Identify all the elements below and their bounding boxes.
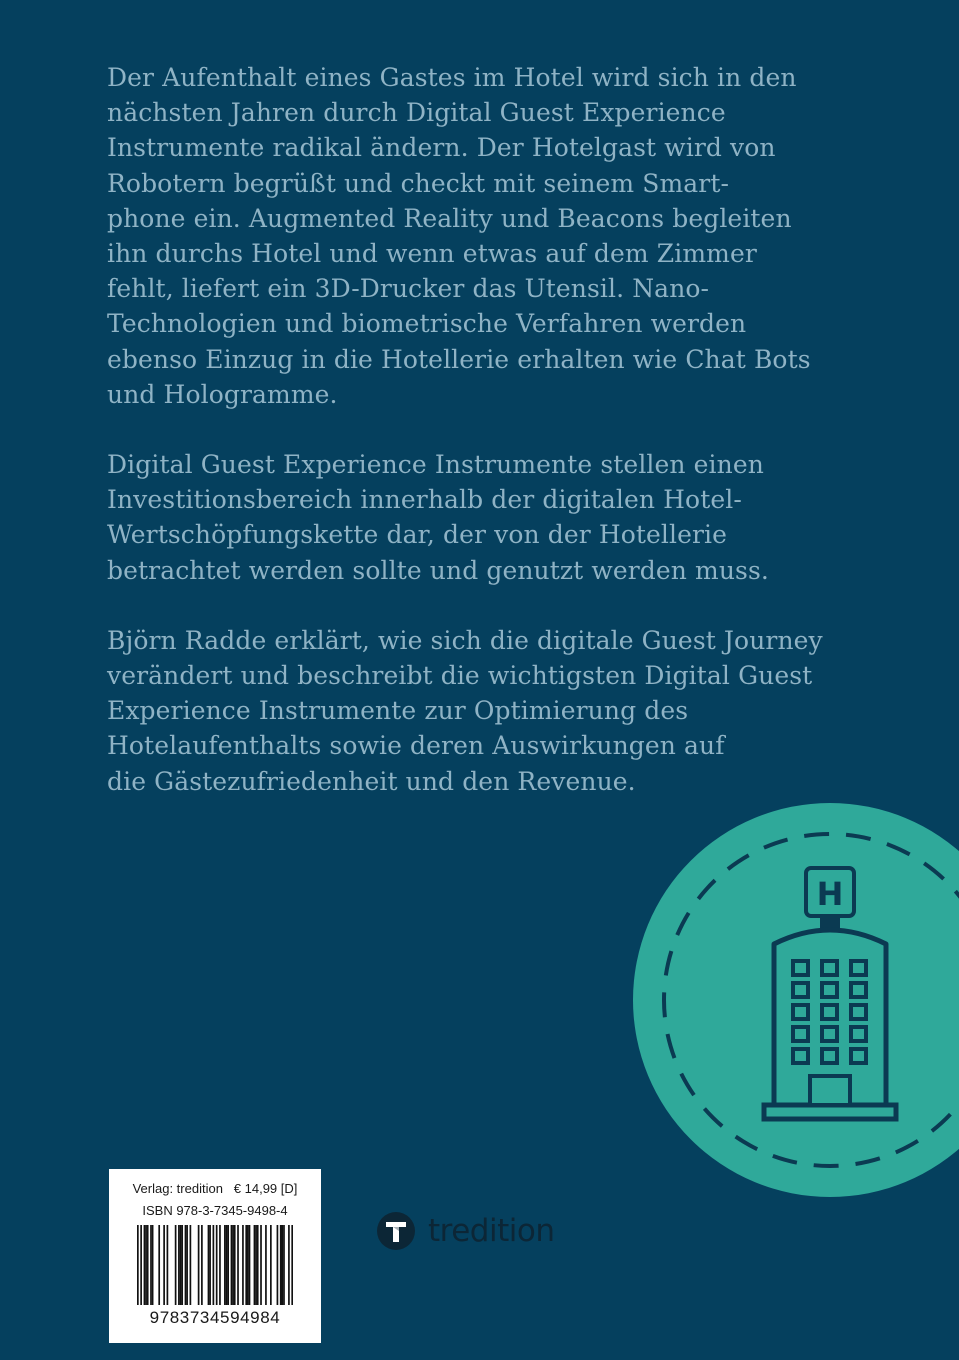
blurb-line: Investitionsbereich innerhalb der digitalen Hotel-	[107, 485, 742, 515]
barcode-bar	[224, 1225, 226, 1305]
barcode-bar	[178, 1225, 180, 1305]
barcode-bar	[260, 1225, 262, 1305]
barcode-bar	[152, 1225, 154, 1305]
barcode-bar	[231, 1225, 233, 1305]
blurb-line: Wertschöpfungskette dar, der von der Hotellerie	[107, 520, 728, 550]
back-cover-blurb	[107, 60, 837, 834]
barcode-bar	[147, 1225, 149, 1305]
publisher-label: Verlag: tredition	[132, 1181, 223, 1196]
barcode-bar	[158, 1225, 160, 1305]
price-label: € 14,99 [D]	[233, 1181, 298, 1196]
barcode-bar	[245, 1225, 247, 1305]
barcode-bar	[140, 1225, 142, 1305]
blurb-line: fehlt, liefert ein 3D-Drucker das Utensil. Nano-	[107, 274, 710, 304]
blurb-line: verändert und beschreibt die wichtigsten Digital Guest	[107, 661, 813, 691]
blurb-line: ihn durchs Hotel und wenn etwas auf dem Zimmer	[107, 239, 757, 269]
barcode-bar	[190, 1225, 192, 1305]
barcode-bar	[201, 1225, 203, 1305]
barcode-bar	[175, 1225, 177, 1305]
barcode-bar	[185, 1225, 187, 1305]
publisher-price-line	[109, 1181, 321, 1196]
barcode-bar	[283, 1225, 285, 1305]
barcode-bar	[265, 1225, 267, 1305]
barcode-bar	[249, 1225, 251, 1305]
barcode-bar	[257, 1225, 259, 1305]
barcode-bar	[232, 1225, 234, 1305]
barcode-bar	[145, 1225, 147, 1305]
ean-digits: 9783734594984	[149, 1308, 281, 1327]
hotel-base	[764, 1105, 896, 1119]
blurb-line: betrachtet werden sollte und genutzt werden muss.	[107, 555, 769, 585]
barcode-bar	[181, 1225, 183, 1305]
barcode-bar	[167, 1225, 169, 1305]
barcode-bar	[180, 1225, 182, 1305]
barcode-bar	[288, 1225, 290, 1305]
blurb-line: ebenso Einzug in die Hotellerie erhalten wie Chat Bots	[107, 344, 811, 374]
hotel-windows	[793, 961, 866, 1063]
publisher-name: tredition	[428, 1213, 555, 1249]
barcode-bar	[163, 1225, 165, 1305]
barcode-bar	[137, 1225, 139, 1305]
barcode-bar	[291, 1225, 293, 1305]
barcode-box	[109, 1169, 321, 1343]
publisher-logo	[376, 1209, 554, 1253]
barcode-bar	[226, 1225, 228, 1305]
barcode-bar	[242, 1225, 244, 1305]
blurb-line: Instrumente radikal ändern. Der Hotelgast wird von	[107, 133, 776, 163]
barcode-bar	[150, 1225, 152, 1305]
blurb-line: die Gästezufriedenheit und den Revenue.	[107, 766, 636, 796]
barcode-bar	[270, 1225, 272, 1305]
blurb-line: phone ein. Augmented Reality und Beacons begleiten	[107, 203, 792, 233]
barcode-bar	[247, 1225, 249, 1305]
barcode-bar	[219, 1225, 221, 1305]
blurb-line: und Hologramme.	[107, 379, 338, 409]
blurb-paragraph-2	[107, 447, 837, 588]
blurb-paragraph-1	[107, 60, 837, 412]
barcode-bar	[198, 1225, 200, 1305]
barcode-bar	[216, 1225, 218, 1305]
blurb-paragraph-3	[107, 623, 837, 799]
blurb-line: Hotelaufenthalts sowie deren Auswirkungen auf	[107, 731, 725, 761]
hotel-building-icon	[611, 795, 959, 1205]
barcode-icon	[137, 1225, 293, 1305]
blurb-line: Technologien und biometrische Verfahren werden	[107, 309, 747, 339]
blurb-line: Experience Instrumente zur Optimierung des	[107, 696, 689, 726]
blurb-line: Björn Radde erklärt, wie sich die digitale Guest Journey	[107, 625, 823, 655]
isbn-label: ISBN 978-3-7345-9498-4	[142, 1203, 288, 1218]
barcode-bar	[213, 1225, 215, 1305]
tredition-logo-icon	[376, 1211, 416, 1251]
blurb-line: Robotern begrüßt und checkt mit seinem Smart-	[107, 168, 730, 198]
blurb-line: nächsten Jahren durch Digital Guest Experience	[107, 98, 726, 128]
barcode-bar	[254, 1225, 256, 1305]
barcode-bar	[144, 1225, 146, 1305]
barcode-bar	[282, 1225, 284, 1305]
barcode-bar	[186, 1225, 188, 1305]
barcode-bar	[227, 1225, 229, 1305]
barcode-bar	[208, 1225, 210, 1305]
blurb-line: Der Aufenthalt eines Gastes im Hotel wird sich in den	[107, 63, 797, 92]
hotel-door	[810, 1076, 850, 1105]
barcode-bar	[234, 1225, 236, 1305]
blurb-line: Digital Guest Experience Instrumente stellen einen	[107, 450, 764, 480]
barcode-bar	[237, 1225, 239, 1305]
barcode-bar	[280, 1225, 282, 1305]
barcode-bar	[209, 1225, 211, 1305]
hotel-sign-letter: H	[816, 875, 844, 913]
barcode-bar	[277, 1225, 279, 1305]
barcode-bar	[255, 1225, 257, 1305]
